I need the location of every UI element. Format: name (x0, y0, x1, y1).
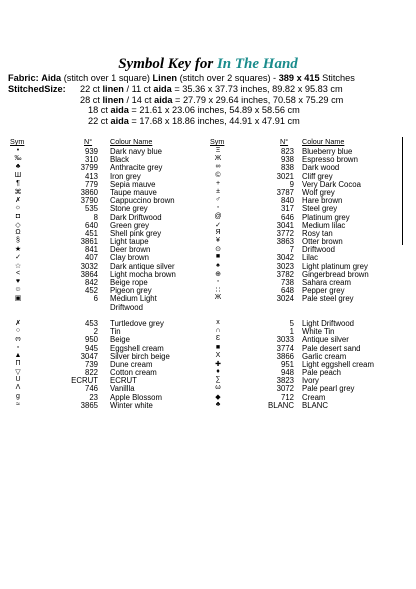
symbol-glyph-icon: ★ (14, 246, 22, 254)
colour-name: Dark wood (302, 163, 340, 173)
size-count-2: / 11 ct (123, 84, 154, 94)
floss-number: 3864 (80, 269, 98, 279)
table-row (210, 180, 405, 188)
table-row (210, 229, 405, 237)
floss-number: 712 (280, 392, 294, 402)
floss-number: 739 (84, 359, 98, 369)
table-row (210, 147, 405, 155)
symbol-glyph-icon: § (16, 237, 20, 245)
symbol-glyph-icon: Ω (15, 228, 21, 236)
table-row (210, 155, 405, 163)
colour-name: Cappuccino brown (110, 196, 175, 206)
floss-number: 451 (84, 228, 98, 238)
symbol-glyph-icon: ∑ (215, 376, 221, 384)
floss-number: 3047 (80, 351, 98, 361)
floss-number: 646 (280, 212, 294, 222)
floss-number: 746 (84, 384, 98, 394)
table-row (210, 221, 405, 229)
floss-number: 945 (84, 343, 98, 353)
floss-number: 1 (289, 327, 294, 337)
header-colour-name: Colour Name (302, 137, 345, 146)
colour-name: ECRUT (110, 376, 137, 386)
floss-number: 838 (280, 163, 294, 173)
table-row (210, 335, 405, 343)
symbol-glyph-icon: Ш (14, 171, 22, 179)
floss-number: 3023 (276, 261, 294, 271)
header-sym: Sym (10, 137, 25, 146)
symbol-glyph-icon: Ж (214, 294, 222, 302)
table-row (10, 319, 210, 327)
table-row (10, 245, 210, 253)
size-fabric-aida: aida (154, 94, 173, 105)
floss-number: ECRUT (71, 376, 98, 386)
page-title (0, 56, 416, 73)
symbol-glyph-icon: ♂ (215, 196, 221, 204)
header-num: N° (280, 137, 289, 146)
table-row (10, 303, 210, 311)
table-row (210, 188, 405, 196)
table-row (210, 172, 405, 180)
symbol-glyph-icon: ⊙ (215, 246, 221, 254)
colour-name: Light platinum grey (302, 261, 368, 271)
table-row (210, 344, 405, 352)
colour-name: Dark Driftwood (110, 212, 162, 222)
table-row (10, 237, 210, 245)
colour-name: Driftwood (110, 302, 143, 312)
floss-number: 3021 (276, 171, 294, 181)
floss-number: 3041 (276, 220, 294, 230)
stitched-size-row (8, 95, 408, 106)
colour-name: Shell pink grey (110, 228, 162, 238)
symbol-glyph-icon: ☆ (14, 262, 22, 270)
table-row (210, 204, 405, 212)
colour-name: Deer brown (110, 245, 151, 255)
table-row (10, 393, 210, 401)
floss-number: 2 (93, 327, 98, 337)
table-row (10, 196, 210, 204)
symbol-glyph-icon: ♥ (15, 278, 21, 285)
colour-name: Apple Blossom (110, 392, 163, 402)
size-fabric-linen: linen (102, 84, 124, 94)
colour-name: Steel grey (302, 204, 338, 214)
symbol-glyph-icon: ± (216, 187, 220, 195)
colour-name: Gingerbread brown (302, 269, 369, 279)
section-spacer (210, 311, 405, 319)
colour-name: Cotton cream (110, 368, 157, 378)
table-row (10, 213, 210, 221)
floss-number: 3033 (276, 335, 294, 345)
floss-number: 822 (84, 368, 98, 378)
floss-number: 840 (280, 196, 294, 206)
right-column (210, 147, 405, 409)
table-row (210, 213, 405, 221)
table-row (10, 180, 210, 188)
floss-number: 3799 (80, 163, 98, 173)
floss-number: 3042 (276, 253, 294, 263)
symbol-glyph-icon: ○ (15, 327, 21, 335)
fabric-linen-note: (stitch over 2 squares) - (179, 73, 277, 83)
colour-name: Pale desert sand (302, 343, 361, 353)
colour-name: Platinum grey (302, 212, 350, 222)
table-row (210, 401, 405, 409)
table-row (10, 368, 210, 376)
symbol-glyph-icon: @ (214, 212, 222, 220)
colour-name: Stone grey (110, 204, 148, 214)
floss-number: 5 (289, 318, 294, 328)
floss-number: 452 (84, 286, 98, 296)
table-row (10, 147, 210, 155)
colour-name: Ivory (302, 376, 319, 386)
symbol-glyph-icon: ♠ (216, 261, 220, 269)
size-fabric-linen: linen (102, 94, 124, 105)
table-row (10, 172, 210, 180)
floss-number: 7 (289, 245, 294, 255)
floss-number: 3782 (276, 269, 294, 279)
colour-name: Lilac (302, 253, 319, 263)
colour-name: Cliff grey (302, 171, 333, 181)
table-row (210, 360, 405, 368)
table-row (10, 335, 210, 343)
floss-number: 453 (84, 318, 98, 328)
title-pattern-name: In The Hand (216, 56, 298, 72)
symbol-glyph-icon: ♦ (216, 368, 220, 376)
floss-number: 317 (280, 204, 294, 214)
floss-number: 3860 (80, 187, 98, 197)
table-row (210, 262, 405, 270)
symbol-glyph-icon: x (216, 318, 220, 326)
table-row (10, 155, 210, 163)
floss-number: 841 (84, 245, 98, 255)
symbol-glyph-icon: ■ (215, 253, 221, 261)
fabric-label: Fabric: (8, 73, 39, 83)
colour-name: Light Driftwood (302, 318, 355, 328)
floss-number: 407 (84, 253, 98, 263)
colour-name: Rosy tan (302, 228, 333, 238)
floss-number: 3024 (276, 294, 294, 304)
floss-number: 9 (289, 179, 294, 189)
floss-number: 779 (84, 179, 98, 189)
floss-number: 3863 (276, 237, 294, 247)
colour-name: Black (110, 155, 130, 165)
size-dimensions: = 27.79 x 29.64 inches, 70.58 x 75.29 cm (172, 94, 344, 105)
colour-name: Garlic cream (302, 351, 347, 361)
table-row (210, 384, 405, 392)
symbol-glyph-icon: ∷ (215, 287, 221, 295)
symbol-glyph-icon: ♣ (215, 400, 221, 408)
symbol-glyph-icon: ¶ (16, 179, 20, 187)
colour-name: White Tin (302, 327, 335, 337)
floss-number: 8 (93, 212, 98, 222)
symbol-glyph-icon: ▽ (15, 369, 21, 377)
floss-number: 3772 (276, 228, 294, 238)
table-row (210, 270, 405, 278)
floss-number: 3032 (80, 261, 98, 271)
colour-name: Dune cream (110, 359, 153, 369)
floss-number: 3865 (80, 400, 98, 410)
colour-name: Very Dark Cocoa (302, 179, 361, 189)
floss-number: 640 (84, 220, 98, 230)
colour-name: Clay brown (110, 253, 149, 263)
fabric-stitches: 389 x 415 (278, 73, 320, 83)
table-row (10, 360, 210, 368)
size-dimensions: = 35.36 x 37.73 inches, 89.82 x 95.83 cm (171, 84, 343, 94)
size-count: 28 ct (80, 94, 103, 105)
table-row (10, 188, 210, 196)
section-spacer (10, 311, 210, 319)
fabric-aida-note: (stitch over 1 square) (63, 73, 150, 83)
floss-number: 310 (84, 155, 98, 165)
symbol-glyph-icon: ☺ (14, 286, 22, 294)
symbol-glyph-icon: ✚ (215, 360, 221, 368)
table-row (10, 327, 210, 335)
table-row (10, 278, 210, 286)
table-row (210, 253, 405, 261)
table-row (210, 319, 405, 327)
floss-number: 938 (280, 155, 294, 165)
symbol-glyph-icon: ♣ (15, 163, 21, 171)
colour-name: Pale pearl grey (302, 384, 355, 394)
colour-name: Turtledove grey (110, 318, 164, 328)
colour-name: Wolf grey (302, 187, 335, 197)
symbol-glyph-icon: ‰ (14, 155, 22, 163)
table-row (210, 327, 405, 335)
table-row (10, 384, 210, 392)
stitched-size-row (8, 116, 408, 127)
symbol-glyph-icon: • (16, 147, 20, 154)
table-row (210, 352, 405, 360)
fabric-aida: Aida (41, 73, 62, 83)
symbol-glyph-icon: Λ (15, 384, 21, 392)
size-count: 18 ct (88, 105, 111, 116)
symbol-glyph-icon: + (215, 179, 221, 187)
symbol-glyph-icon: ▫ (16, 343, 20, 351)
table-row (10, 294, 210, 302)
title-prefix: Symbol Key for (118, 56, 217, 72)
right-header (210, 137, 405, 146)
colour-name: Sahara cream (302, 278, 351, 287)
symbol-glyph-icon: ◘ (15, 212, 21, 220)
symbol-glyph-icon: < (15, 269, 21, 277)
header-sym: Sym (210, 137, 225, 146)
floss-number: 939 (84, 147, 98, 156)
table-row (10, 229, 210, 237)
floss-number: 951 (280, 359, 294, 369)
symbol-glyph-icon: ✓ (215, 221, 221, 229)
floss-number: 823 (280, 147, 294, 156)
size-fabric-aida: aida (153, 84, 172, 94)
floss-number: 648 (280, 286, 294, 296)
symbol-glyph-icon: Ж (214, 155, 222, 163)
colour-name: Tin (110, 327, 121, 337)
symbol-glyph-icon: U (15, 376, 21, 384)
colour-name: Beige rope (110, 278, 148, 287)
symbol-glyph-icon: ≈ (16, 400, 20, 408)
floss-number: 6 (93, 294, 98, 304)
symbol-glyph-icon: ∞ (215, 163, 221, 171)
floss-number: 3787 (276, 187, 294, 197)
size-count-2: / 14 ct (123, 94, 155, 105)
floss-number: 948 (280, 368, 294, 378)
floss-number: 3072 (276, 384, 294, 394)
table-row (210, 237, 405, 245)
symbol-glyph-icon: Ɛ (215, 335, 221, 343)
floss-number: 842 (84, 278, 98, 287)
symbol-glyph-icon: ■ (215, 343, 221, 351)
symbol-glyph-icon: ◆ (215, 393, 221, 401)
symbol-glyph-icon: Ξ (215, 147, 221, 154)
colour-name: Hare brown (302, 196, 343, 206)
colour-name: Blueberry blue (302, 147, 353, 156)
colour-name: BLANC (302, 400, 328, 410)
colour-name: Pale peach (302, 368, 342, 378)
floss-number: 950 (84, 335, 98, 345)
table-row (10, 286, 210, 294)
size-dimensions: = 17.68 x 18.86 inches, 44.91 x 47.91 cm (128, 115, 300, 126)
left-header (10, 137, 210, 146)
symbol-glyph-icon: ⊕ (215, 270, 221, 278)
symbol-glyph-icon: © (215, 171, 221, 179)
stitched-size-label: StitchedSize: (8, 84, 66, 94)
symbol-glyph-icon: ✓ (15, 254, 21, 262)
table-row (210, 286, 405, 294)
stitched-size-row (8, 105, 408, 116)
colour-name: Taupe mauve (110, 187, 157, 197)
stitched-size-block (8, 84, 408, 126)
symbol-glyph-icon: Я (215, 228, 221, 236)
table-row (10, 376, 210, 384)
colour-name: Light mocha brown (110, 269, 176, 279)
colour-name: Pepper grey (302, 286, 345, 296)
colour-name: Green grey (110, 220, 150, 230)
table-row (210, 196, 405, 204)
size-fabric-aida: aida (110, 115, 129, 126)
colour-name: Eggshell cream (110, 343, 164, 353)
table-row (210, 368, 405, 376)
floss-number: 738 (280, 278, 294, 287)
colour-name: Iron grey (110, 171, 141, 181)
symbol-glyph-icon: ✗ (15, 319, 21, 327)
floss-number: 535 (84, 204, 98, 214)
size-fabric-aida: aida (110, 105, 129, 116)
table-row (10, 270, 210, 278)
floss-number: 3790 (80, 196, 98, 206)
table-row (10, 401, 210, 409)
size-dimensions: = 21.61 x 23.06 inches, 54.89 x 58.56 cm (128, 105, 300, 116)
left-column (10, 147, 210, 409)
size-count: 22 ct (80, 84, 103, 94)
header-num: N° (84, 137, 93, 146)
symbol-glyph-icon: ◦ (216, 278, 220, 285)
table-row (10, 344, 210, 352)
fabric-line (8, 73, 355, 83)
table-row (210, 376, 405, 384)
table-row (210, 245, 405, 253)
colour-name: Silver birch beige (110, 351, 170, 361)
symbol-glyph-icon: ω (215, 384, 221, 392)
colour-name: Vanillla (110, 384, 135, 394)
colour-name: Dark navy blue (110, 147, 163, 156)
colour-name: Espresso brown (302, 155, 358, 165)
floss-number: 3823 (276, 376, 294, 386)
table-row (10, 163, 210, 171)
colour-name: Light eggshell cream (302, 359, 374, 369)
fabric-linen: Linen (152, 73, 178, 83)
symbol-glyph-icon: ◇ (15, 221, 21, 229)
colour-name: Light taupe (110, 237, 149, 247)
floss-number: 3774 (276, 343, 294, 353)
symbol-glyph-icon: ▣ (14, 295, 22, 303)
colour-name: Pale steel grey (302, 294, 354, 304)
size-count: 22 ct (88, 115, 111, 126)
table-row (210, 393, 405, 401)
colour-name: Pigeon grey (110, 286, 152, 296)
header-colour-name: Colour Name (110, 137, 153, 146)
symbol-glyph-icon: ▲ (14, 351, 22, 359)
symbol-glyph-icon: X (215, 351, 221, 359)
table-row (10, 221, 210, 229)
stitched-size-row (8, 84, 408, 95)
floss-number: 3866 (276, 351, 294, 361)
fabric-stitches-word: Stitches (322, 73, 355, 83)
table-row (210, 163, 405, 171)
colour-name: Beige (110, 335, 130, 345)
colour-name: Cream (302, 392, 326, 402)
symbol-glyph-icon: ✗ (15, 197, 21, 205)
colour-name: Sepia mauve (110, 179, 156, 189)
symbol-glyph-icon: ◦ (216, 204, 220, 212)
colour-name: Winter white (110, 400, 153, 410)
symbol-glyph-icon: ☼ (14, 204, 22, 212)
colour-name: Medium Light (110, 294, 157, 304)
table-row (210, 278, 405, 286)
table-row (10, 352, 210, 360)
symbol-glyph-icon: ო (15, 336, 21, 344)
floss-number: 23 (89, 392, 98, 402)
symbol-glyph-icon: ⌘ (14, 188, 22, 196)
colour-name: Dark antique silver (110, 261, 175, 271)
symbol-glyph-icon: ∩ (215, 327, 221, 335)
symbol-glyph-icon: g (16, 392, 20, 400)
floss-number: BLANC (268, 400, 294, 410)
table-row (10, 253, 210, 261)
colour-name: Anthracite grey (110, 163, 163, 173)
table-row (10, 204, 210, 212)
floss-number: 3861 (80, 237, 98, 247)
symbol-glyph-icon: ¥ (216, 237, 220, 245)
row-spacer (210, 303, 405, 311)
table-row (10, 262, 210, 270)
colour-name: Otter brown (302, 237, 343, 247)
symbol-glyph-icon: Π (15, 359, 21, 367)
colour-name: Antique silver (302, 335, 349, 345)
colour-name: Driftwood (302, 245, 335, 255)
table-row (210, 294, 405, 302)
floss-number: 413 (84, 171, 98, 181)
colour-name: Medium lilac (302, 220, 346, 230)
